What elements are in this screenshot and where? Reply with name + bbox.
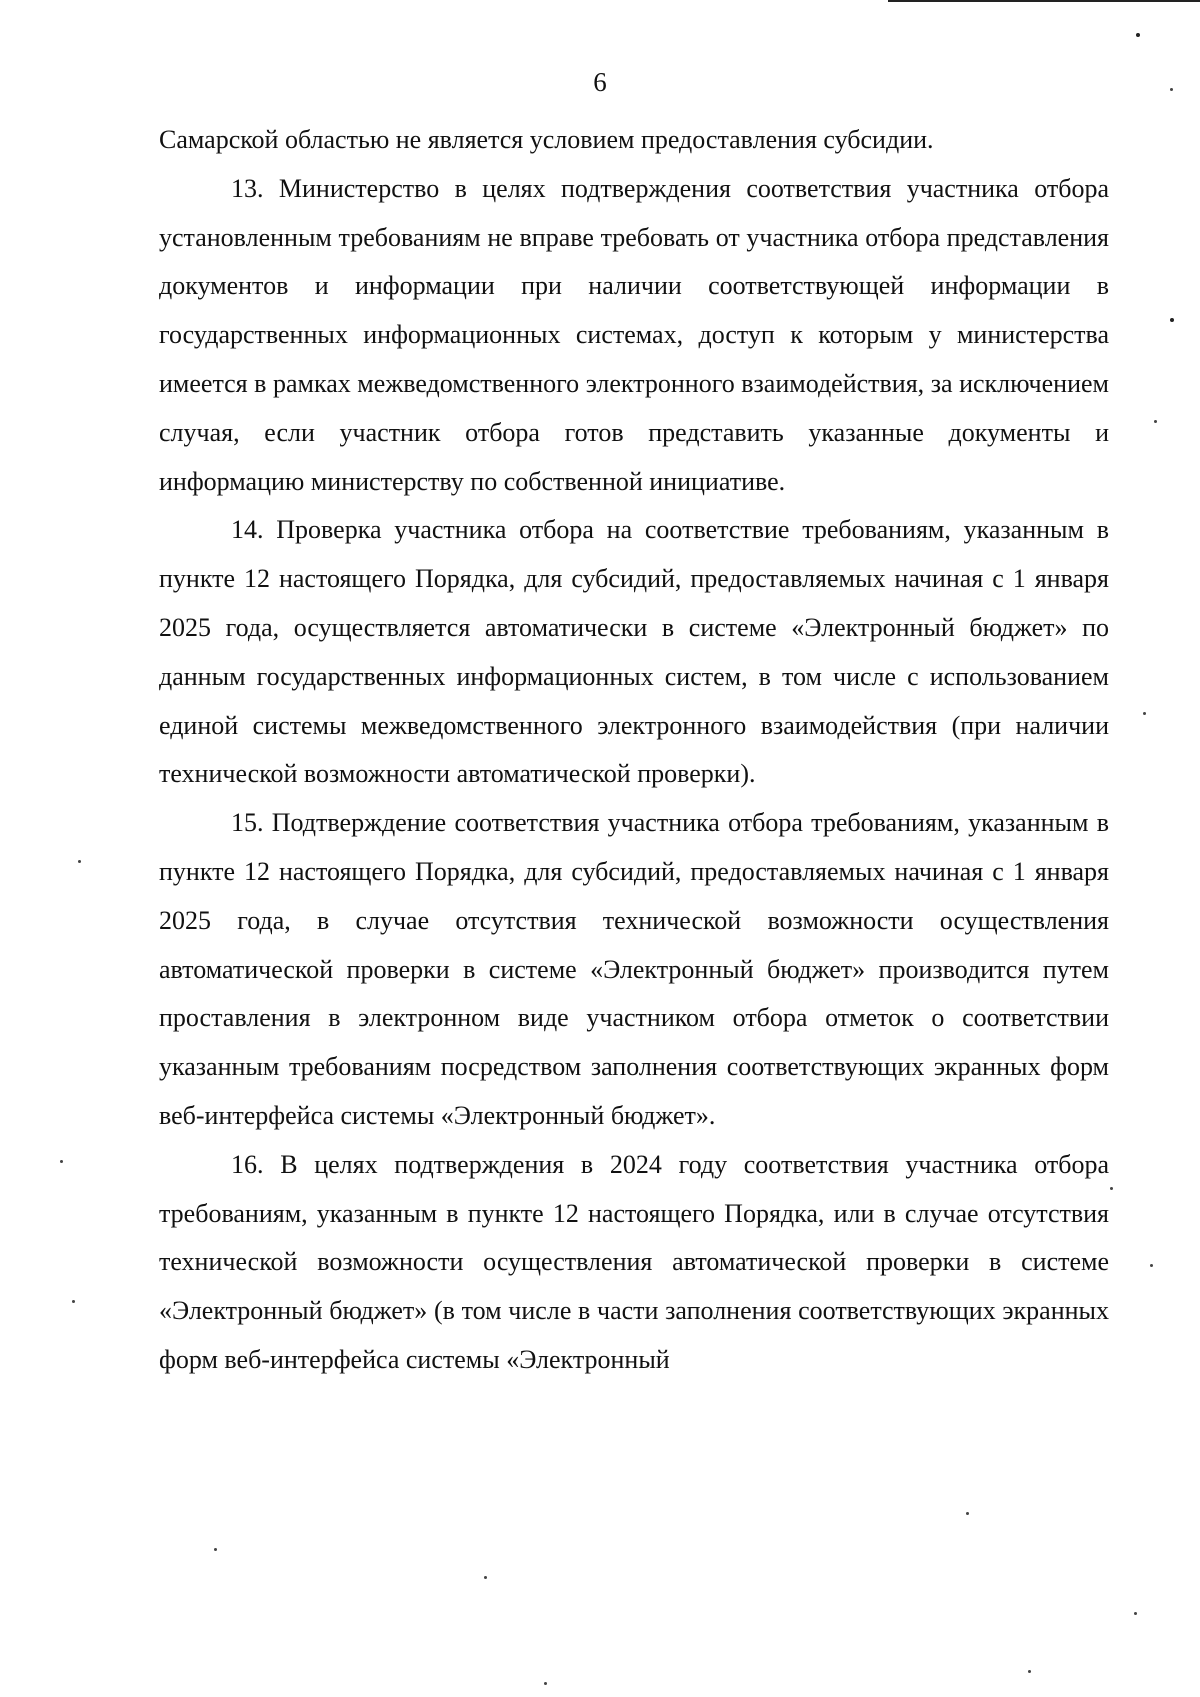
scan-speck: [1136, 33, 1140, 37]
paragraph-item-16: 16. В целях подтверждения в 2024 году соответствия участника отбора требованиям, указанным в пункте 12 настоящего Порядка, или в случае отсутствия технической возможности осуществления автоматической проверки в системе «Электронный бюджет» (в том числе в части заполнения соответствующих экранных форм веб-интерфейса системы «Электронный: [159, 1149, 1109, 1374]
scan-speck: [966, 1512, 969, 1515]
scan-speck: [78, 860, 81, 863]
document-body: [159, 116, 1109, 1385]
paragraph-item-13: 13. Министерство в целях подтверждения соответствия участника отбора установленным требованиям не вправе требовать от участника отбора представления документов и информации при наличии соответствующей информации в государственных информационных системах, доступ к которым у министерства имеется в рамках межведомственного электронного взаимодействия, за исключением случая, если участник отбора готов представить указанные документы и информацию министерству по собственной инициативе.: [159, 173, 1109, 496]
scan-speck: [1154, 420, 1157, 423]
scan-speck: [1143, 712, 1146, 715]
page-number: 6: [593, 67, 607, 97]
scan-speck: [1110, 1187, 1113, 1190]
scan-speck: [214, 1548, 217, 1551]
paragraph-continuation: Самарской областью не является условием предоставления субсидии.: [159, 125, 934, 154]
scan-speck: [60, 1160, 63, 1163]
scan-speck: [484, 1576, 487, 1579]
paragraph-item-14: 14. Проверка участника отбора на соответствие требованиям, указанным в пункте 12 настоящего Порядка, для субсидий, предоставляемых начиная с 1 января 2025 года, осуществляется автоматически в системе «Электронный бюджет» по данным государственных информационных систем, в том числе с использованием единой системы межведомственного электронного взаимодействия (при наличии технической возможности автоматической проверки).: [159, 515, 1109, 789]
scan-speck: [1170, 88, 1173, 91]
scan-speck: [544, 1682, 547, 1685]
scan-speck: [1170, 318, 1174, 322]
scan-speck: [1150, 1264, 1153, 1267]
scan-speck: [72, 1300, 75, 1303]
scan-speck: [1134, 1612, 1137, 1615]
top-edge-rule: [888, 0, 1200, 2]
paragraph-item-15: 15. Подтверждение соответствия участника отбора требованиям, указанным в пункте 12 настоящего Порядка, для субсидий, предоставляемых начиная с 1 января 2025 года, в случае отсутствия технической возможности осуществления автоматической проверки в системе «Электронный бюджет» производится путем проставления в электронном виде участником отбора отметок о соответствии указанным требованиям посредством заполнения соответствующих экранных форм веб-интерфейса системы «Электронный бюджет».: [159, 808, 1109, 1130]
scan-speck: [1028, 1670, 1031, 1673]
